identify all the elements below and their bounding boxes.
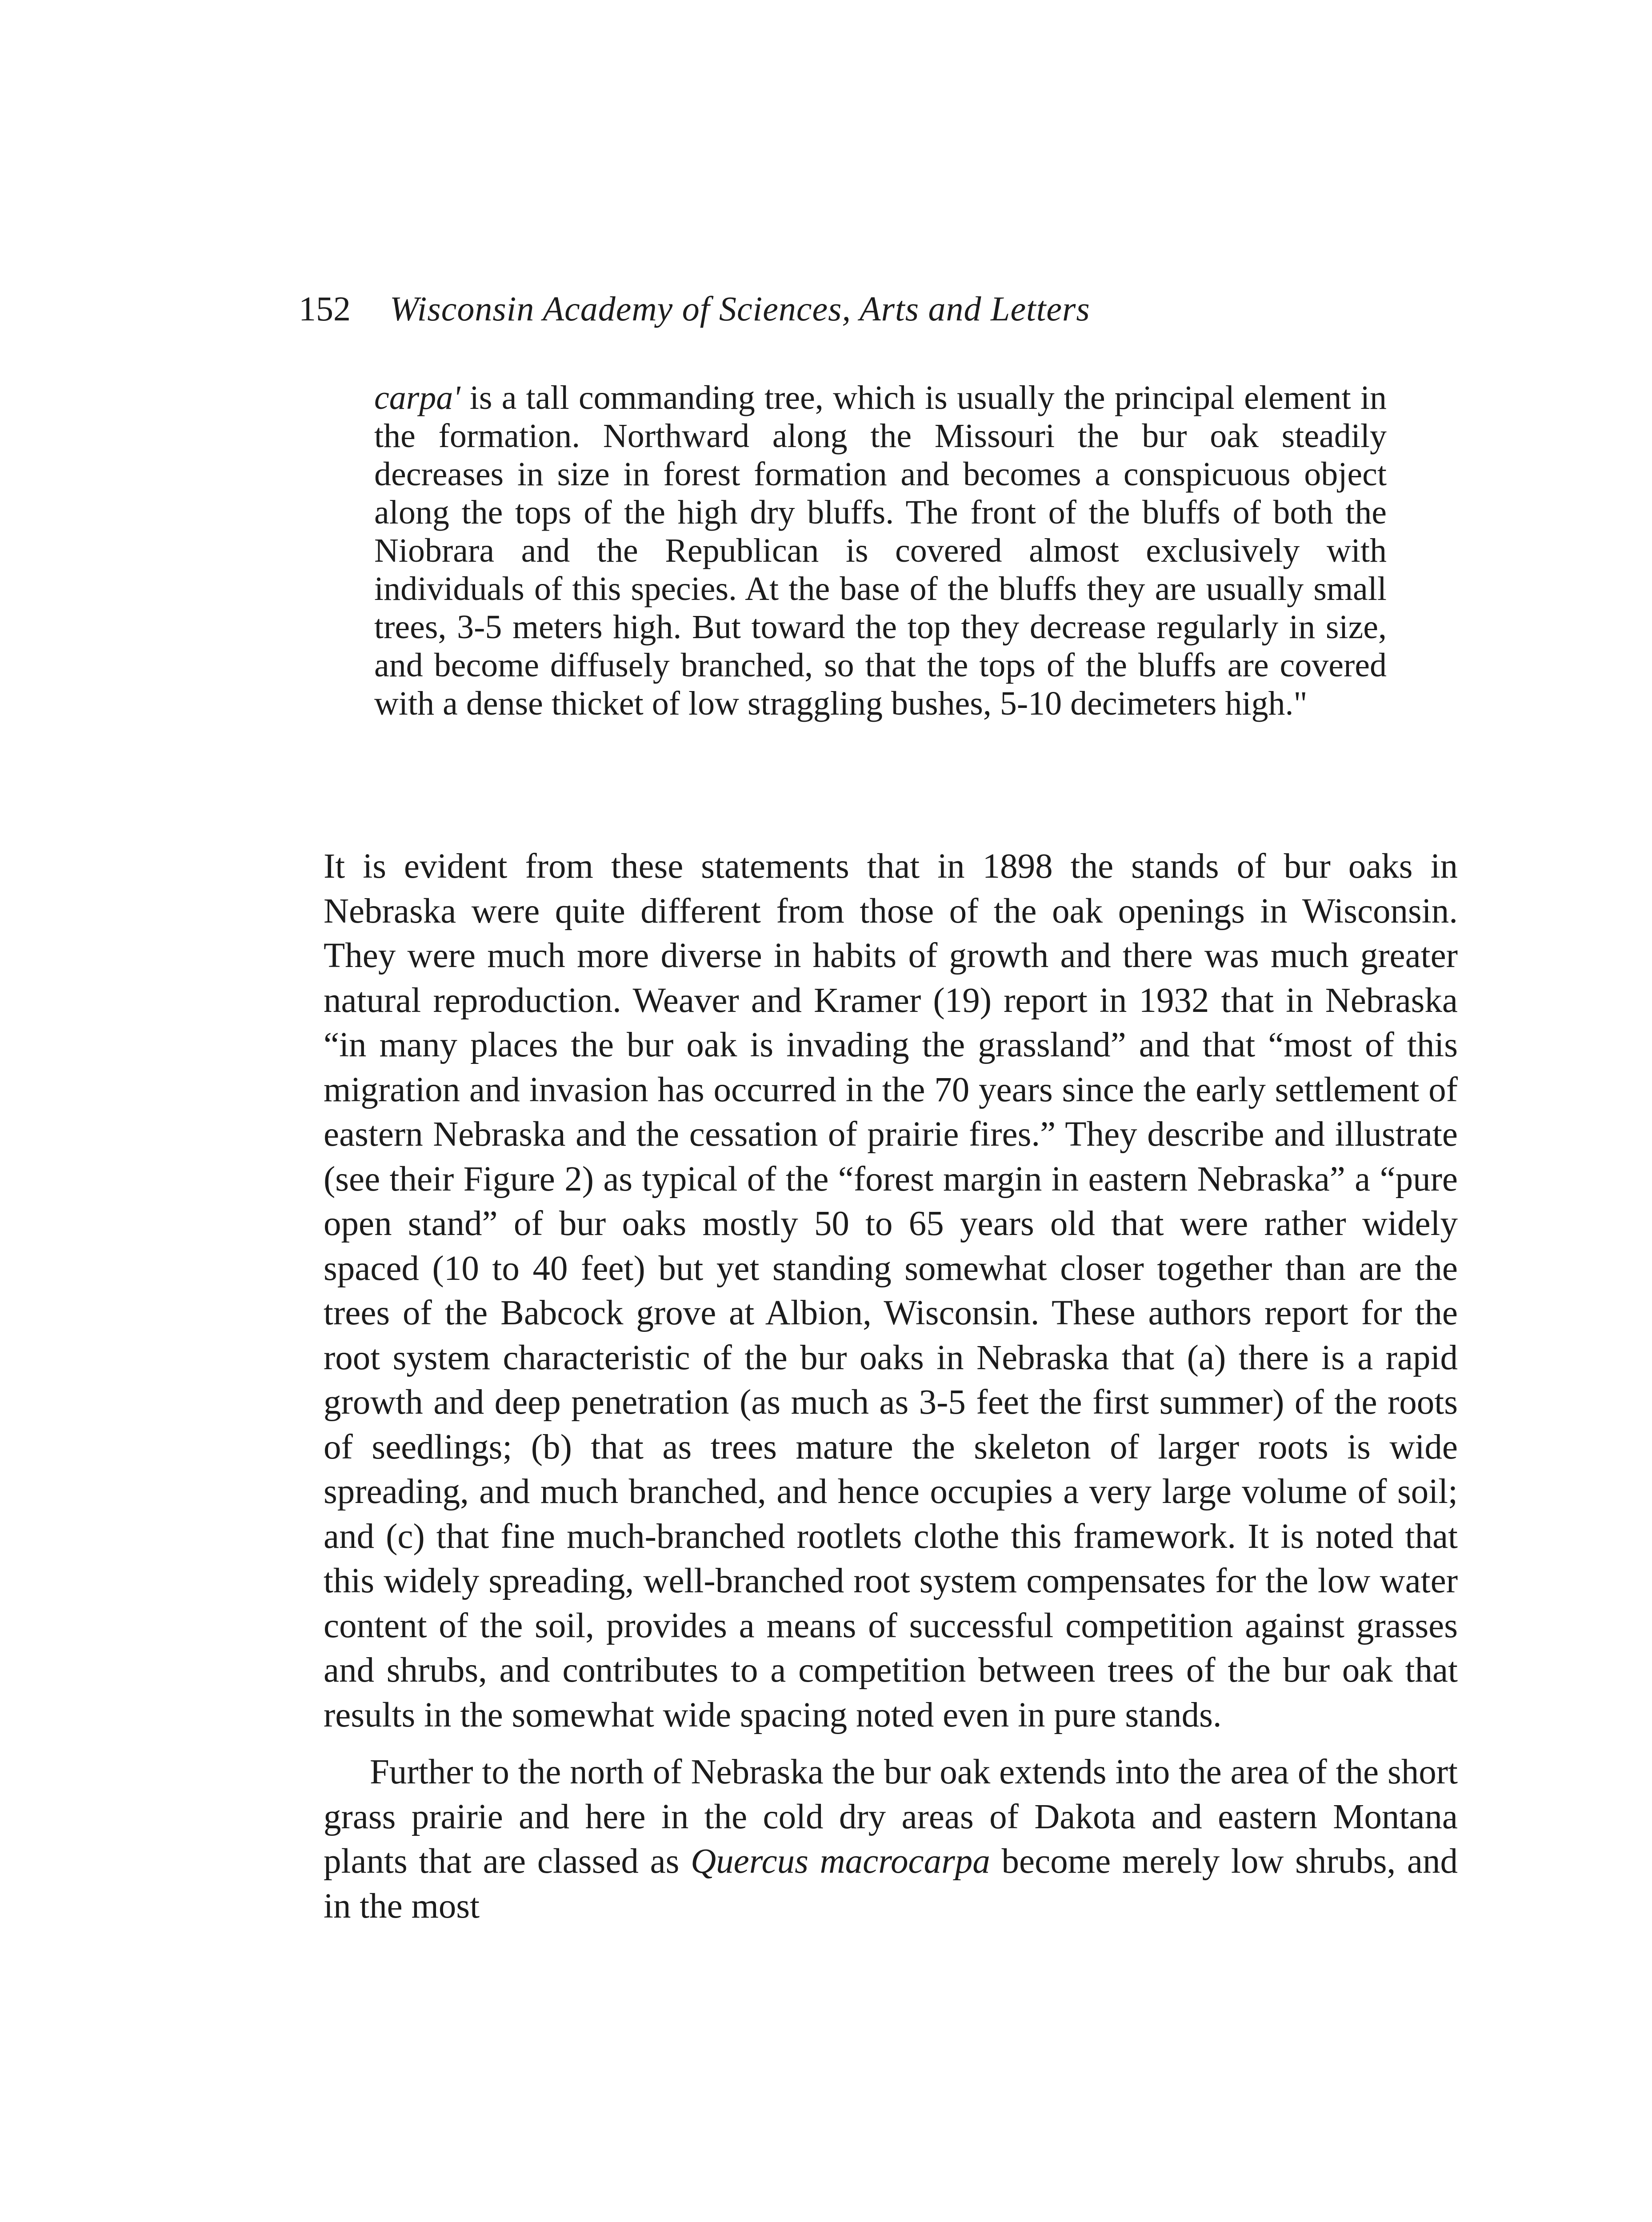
page-number: 152 [299,289,351,328]
paragraph-2 [324,1750,1458,1929]
quote-text: is a tall commanding tree, which is usually the principal element in the formation. Northward along the Missouri the bur oak steadily decreases in size in forest formation and becomes a conspicuous object along the tops of the high dry bluffs. The front of the bluffs of both the Niobrara and the Republican is covered almost exclusively with individuals of this species. At the base of the bluffs they are usually small trees, 3-5 meters high. But toward the top they decrease regularly in size, and become diffusely branched, so that the tops of the bluffs are covered with a dense thicket of low straggling bushes, 5-10 decimeters high." [374,379,1387,722]
quote-paragraph [374,379,1387,723]
species-name-italic: Quercus macrocarpa [691,1842,990,1881]
journal-title: Wisconsin Academy of Sciences, Arts and Letters [390,289,1090,328]
running-head [299,284,1459,333]
block-quote [374,379,1387,723]
paragraph-2-end: become merely low shrubs, and in the most [324,1842,1458,1926]
body-text [324,844,1458,1929]
paragraph-2-start: Further to the north of Nebraska the bur oak extends into the area of the short grass prairie and here in the cold dry areas of Dakota and eastern Montana plants that are classed as [324,1753,1458,1881]
quote-italic-fragment: carpa' [374,379,460,416]
paragraph-1: It is evident from these statements that in 1898 the stands of bur oaks in Nebraska were quite different from those of the oak openings in Wisconsin. They were much more diverse in habits of growth and there was much greater natural reproduction. Weaver and Kramer (19) report in 1932 that in Nebraska “in many places the bur oak is invading the grassland” and that “most of this migration and invasion has occurred in the 70 years since the early settlement of eastern Nebraska and the cessation of prairie fires.” They describe and illustrate (see their Figure 2) as typical of the “forest margin in eastern Nebraska” a “pure open stand” of bur oaks mostly 50 to 65 years old that were rather widely spaced (10 to 40 feet) but yet standing somewhat closer together than are the trees of the Babcock grove at Albion, Wisconsin. These authors report for the root system characteristic of the bur oaks in Nebraska that (a) there is a rapid growth and deep penetration (as much as 3-5 feet the first summer) of the roots of seedlings; (b) that as trees mature the skeleton of larger roots is wide spreading, and much branched, and hence occupies a very large volume of soil; and (c) that fine much-branched rootlets clothe this framework. It is noted that this widely spreading, well-branched root system compensates for the low water content of the soil, provides a means of successful competition against grasses and shrubs, and contributes to a competition between trees of the bur oak that results in the somewhat wide spacing noted even in pure stands. [324,847,1458,1734]
